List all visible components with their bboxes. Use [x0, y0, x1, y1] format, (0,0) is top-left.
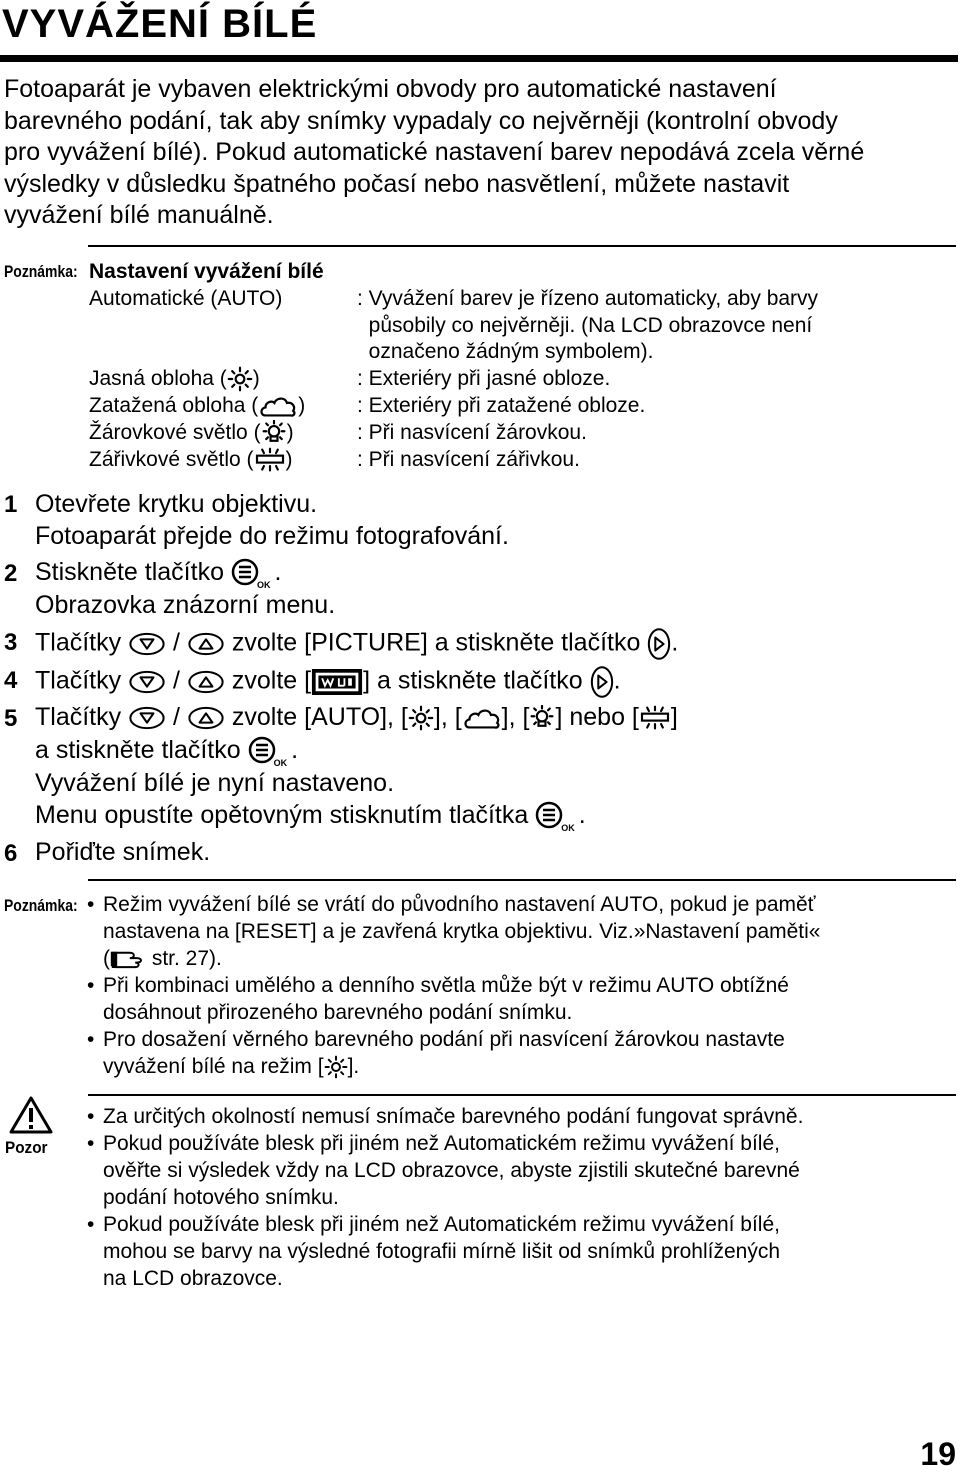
step-text: [35, 665, 621, 699]
step-number: 1: [4, 491, 18, 518]
fluorescent-icon: [639, 705, 671, 731]
step-text: Otevřete krytku objektivu.: [35, 490, 318, 518]
bullet-dot: •: [87, 1028, 95, 1051]
wb-label: Automatické (AUTO): [89, 287, 283, 310]
step-text-part: Tlačítky: [35, 666, 122, 695]
step-text: [35, 703, 678, 732]
bullet-line: ověřte si výsledek vždy na LCD obrazovce, abyste zjistili skutečné barevné: [103, 1158, 800, 1182]
step-text: [35, 801, 586, 831]
step-text: Fotoaparát přejde do režimu fotografování.: [35, 522, 509, 550]
sun-icon: [227, 366, 253, 392]
step-text: Pořiďte snímek.: [35, 838, 211, 866]
wb-label-text: Jasná obloha (: [89, 367, 227, 390]
cloud-icon: [258, 394, 298, 419]
wb-label-text: ): [285, 448, 293, 471]
step-text-part: zvolte [PICTURE] a stiskněte tlačítko: [231, 628, 641, 657]
wb-desc-line: : Vyvážení barev je řízeno automaticky, aby barvy: [357, 287, 819, 310]
wb-desc: : Exteriéry při zatažené obloze.: [357, 394, 646, 417]
step-text-part: zvolte [: [231, 666, 312, 695]
intro-line: vyvážení bílé manuálně.: [4, 201, 274, 229]
wb-desc-line: působily co nejvěrněji. (Na LCD obrazovce není: [357, 313, 813, 337]
up-button-icon: [187, 670, 225, 694]
intro-paragraph: [4, 74, 954, 232]
bulb-icon: [529, 705, 555, 731]
right-button-icon: [590, 665, 614, 699]
note-label: Poznámka:: [4, 262, 78, 281]
bullet-line: Režim vyvážení bílé se vrátí do původního nastavení AUTO, pokud je paměť: [103, 893, 816, 916]
step-text-part: Menu opustíte opětovným stisknutím tlačítka: [35, 801, 529, 829]
step-text: Vyvážení bílé je nyní nastaveno.: [35, 769, 395, 797]
step-text-part: a stiskněte tlačítko: [35, 736, 241, 764]
step-text-part: .: [274, 558, 282, 586]
bullet-line: Pokud používáte blesk při jiném než Automatickém režimu vyvážení bílé,: [103, 1132, 780, 1155]
bullet-line: na LCD obrazovce.: [103, 1266, 283, 1290]
bullet-text: [103, 892, 923, 972]
bullet-dot: •: [87, 893, 95, 916]
wb-desc: : Při nasvícení žárovkou.: [357, 421, 587, 444]
step-number: 5: [4, 705, 18, 732]
bullet-text: [103, 1212, 923, 1292]
step-text-part: ] a stiskněte tlačítko: [363, 666, 583, 695]
wb-desc-line: označeno žádným symbolem).: [357, 340, 654, 363]
note-heading: Nastavení vyvážení bílé: [89, 260, 324, 283]
hand-pointer-icon: [110, 947, 146, 971]
down-button-icon: [128, 670, 166, 694]
bullet-text: [103, 1131, 923, 1211]
bullet-line: mohou se barvy na výsledné fotografii mírně lišit od snímků prohlížených: [103, 1239, 780, 1263]
wb-label-text: ): [252, 367, 260, 390]
caution-divider: [88, 1094, 956, 1096]
wb-label-text: ): [298, 394, 306, 417]
down-button-icon: [128, 632, 166, 656]
step-text-part: /: [173, 703, 180, 731]
step-text-part: ], [: [433, 703, 462, 731]
bullet-text: [103, 1027, 923, 1081]
wb-label-text: Zatažená obloha (: [89, 394, 259, 417]
up-button-icon: [187, 632, 225, 656]
step-text: [35, 736, 298, 766]
bullet-line-part: ].: [347, 1054, 360, 1078]
note-divider: [88, 245, 956, 247]
note-label: Poznámka:: [4, 896, 78, 915]
step-text-part: /: [173, 628, 180, 657]
step-text-part: ], [: [501, 703, 530, 731]
page-number: 19: [920, 1436, 956, 1472]
sun-icon: [324, 1055, 348, 1079]
step-text-part: Stiskněte tlačítko: [35, 558, 224, 586]
bullet-line-part: vyvážení bílé na režim [: [103, 1054, 324, 1078]
bulb-icon: [261, 420, 287, 446]
down-button-icon: [128, 706, 166, 730]
wb-label-text: Žárovkové světlo (: [89, 421, 261, 444]
step-number: 3: [4, 629, 18, 656]
cloud-icon: [462, 706, 502, 731]
step-number: 4: [4, 667, 18, 694]
step-text-part: .: [671, 628, 679, 657]
step-text-part: .: [578, 801, 586, 829]
wb-label-text: ): [286, 421, 294, 444]
intro-line: pro vyvážení bílé). Pokud automatické nastavení barev nepodává zcela věrné: [4, 138, 865, 166]
bullet-dot: •: [87, 974, 95, 997]
bullet-line-part: str. 27).: [151, 946, 222, 970]
ok-label: OK: [561, 823, 575, 833]
wb-label: [89, 366, 260, 393]
wb-label: [89, 420, 294, 447]
step-text: [35, 558, 281, 588]
intro-line: barevného podání, tak aby snímky vypadaly co nejvěrněji (kontrolní obvody: [4, 106, 838, 135]
step-text-part: .: [613, 666, 621, 695]
note-divider: [88, 879, 956, 881]
bullet-dot: •: [87, 1132, 95, 1155]
fluorescent-icon: [254, 447, 286, 473]
ok-label: OK: [256, 580, 271, 590]
bullet-text: [103, 1104, 923, 1131]
warning-icon: [8, 1095, 54, 1135]
wb-desc: : Exteriéry při jasné obloze.: [357, 367, 611, 390]
step-number: 6: [4, 840, 18, 867]
up-button-icon: [187, 706, 225, 730]
wb-label: [89, 393, 305, 420]
step-number: 2: [4, 560, 18, 587]
right-button-icon: [647, 627, 671, 661]
intro-line: Fotoaparát je vybaven elektrickými obvody pro automatické nastavení: [4, 75, 777, 103]
step-text-part: .: [291, 736, 299, 764]
bullet-line: [103, 1054, 923, 1081]
wb-desc: [357, 286, 877, 366]
step-text: [35, 627, 678, 661]
bullet-dot: •: [87, 1213, 95, 1236]
white-balance-menu-icon: [311, 668, 363, 696]
sun-icon: [408, 705, 434, 731]
title-rule: [0, 55, 958, 62]
wb-desc: : Při nasvícení zářivkou.: [357, 448, 580, 471]
step-text-part: ] nebo [: [555, 703, 639, 731]
bullet-line: Pro dosažení věrného barevného podání při nasvícení žárovkou nastavte: [103, 1028, 785, 1051]
bullet-line: dosáhnout přirozeného barevného podání snímku.: [103, 1000, 573, 1024]
bullet-text: [103, 973, 923, 1027]
wb-label: [89, 447, 293, 474]
step-text-part: /: [173, 666, 180, 695]
step-text-part: Tlačítky: [35, 628, 122, 657]
bullet-line: nastavena na [RESET] a je zavřená krytka objektivu. Viz.»Nastavení paměti«: [103, 919, 821, 943]
wb-label-text: Zářivkové světlo (: [89, 448, 254, 471]
bullet-line-part: (: [103, 946, 110, 970]
ok-label: OK: [273, 758, 288, 768]
step-text: Obrazovka znázorní menu.: [35, 591, 336, 619]
step-text-part: Tlačítky: [35, 703, 122, 731]
bullet-line: [103, 946, 923, 973]
bullet-line: podání hotového snímku.: [103, 1185, 339, 1209]
caution-label: Pozor: [5, 1138, 48, 1157]
page-title: VYVÁŽENÍ BÍLÉ: [2, 2, 318, 46]
bullet-dot: •: [87, 1105, 95, 1128]
bullet-line: Za určitých okolností nemusí snímače barevného podání fungovat správně.: [103, 1105, 804, 1128]
intro-line: výsledky v důsledku špatného počasí nebo nasvětlení, můžete nastavit: [4, 169, 790, 198]
bullet-line: Při kombinaci umělého a denního světla může být v režimu AUTO obtížné: [103, 974, 789, 997]
step-text-part: zvolte [AUTO], [: [231, 703, 408, 731]
bullet-line: Pokud používáte blesk při jiném než Automatickém režimu vyvážení bílé,: [103, 1213, 780, 1236]
step-text-part: ]: [670, 703, 678, 731]
